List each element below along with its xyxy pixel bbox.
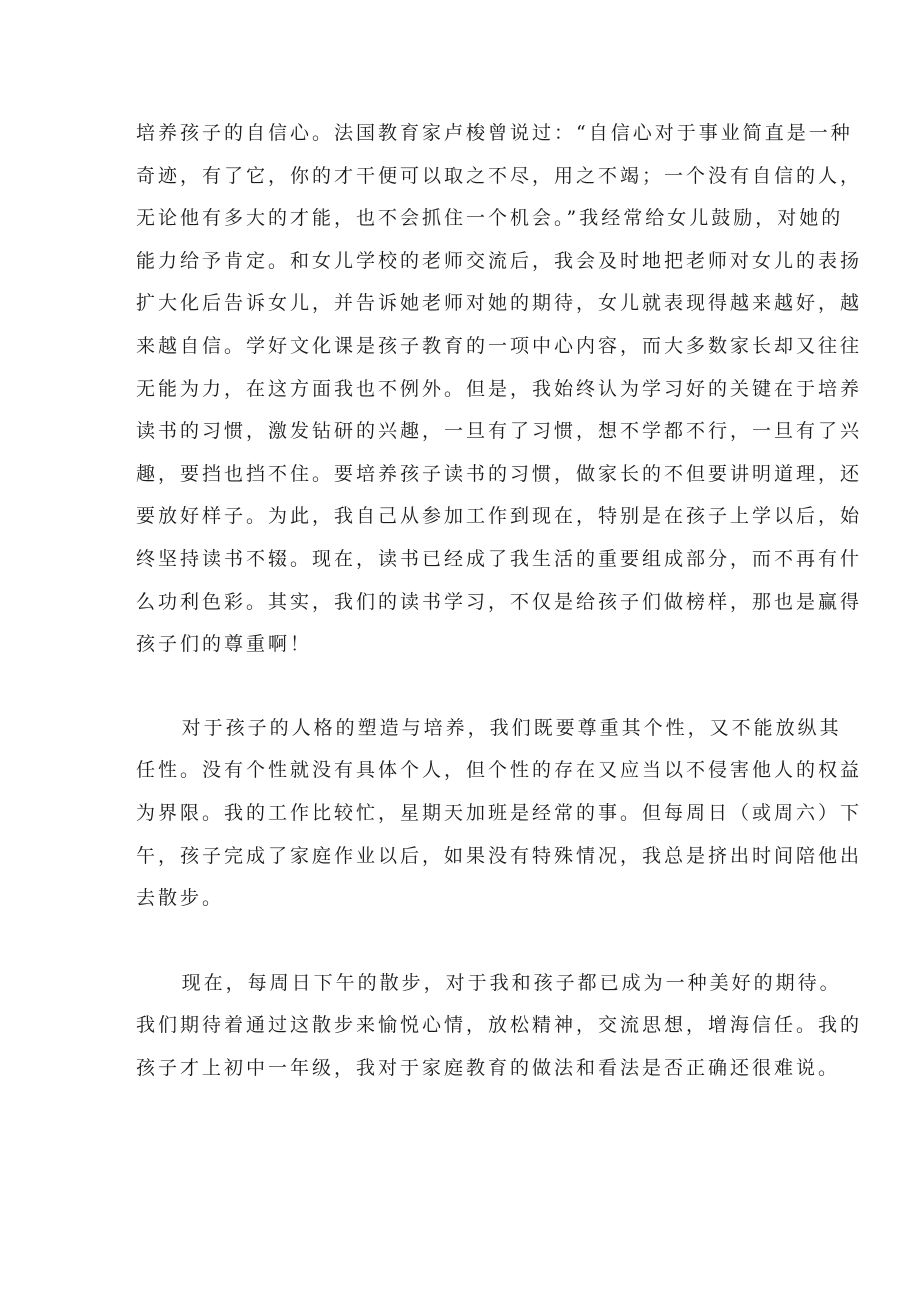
text-line: 么功利色彩。其实，我们的读书学习，不仅是给孩子们做榜样，那也是赢得 <box>136 590 863 613</box>
paragraph-2 <box>136 707 863 920</box>
paragraph-spacer <box>136 920 796 962</box>
text-line: 孩子们的尊重啊！ <box>136 633 313 656</box>
text-line: 为界限。我的工作比较忙，星期天加班是经常的事。但每周日（或周六）下 <box>136 801 863 824</box>
text-line: 要放好样子。为此，我自己从参加工作到现在，特别是在孩子上学以后，始 <box>136 505 863 528</box>
text-line: 孩子才上初中一年级，我对于家庭教育的做法和看法是否正确还很难说。 <box>136 1056 841 1079</box>
paragraph-1 <box>136 112 863 666</box>
text-line: 来越自信。学好文化课是孩子教育的一项中心内容，而大多数家长却又往往 <box>136 334 863 357</box>
text-line: 无能为力，在这方面我也不例外。但是，我始终认为学习好的关键在于培养 <box>136 377 863 400</box>
text-line: 扩大化后告诉女儿，并告诉她老师对她的期待，女儿就表现得越来越好，越 <box>136 292 863 315</box>
text-line: 午，孩子完成了家庭作业以后，如果没有特殊情况，我总是挤出时间陪他出 <box>136 844 863 867</box>
text-line: 能力给予肯定。和女儿学校的老师交流后，我会及时地把老师对女儿的表扬 <box>136 249 863 272</box>
text-line: 奇迹，有了它，你的才干便可以取之不尽，用之不竭；一个没有自信的人， <box>136 164 863 187</box>
text-line: 无论他有多大的才能，也不会抓住一个机会。”我经常给女儿鼓励，对她的 <box>136 207 844 230</box>
text-line: 终坚持读书不辍。现在，读书已经成了我生活的重要组成部分，而不再有什 <box>136 547 863 570</box>
text-line: 去散步。 <box>136 887 225 910</box>
text-line: 现在，每周日下午的散步，对于我和孩子都已成为一种美好的期待。 <box>181 971 842 994</box>
paragraph-3 <box>136 962 863 1090</box>
text-line: 任性。没有个性就没有具体个人，但个性的存在又应当以不侵害他人的权益 <box>136 759 863 782</box>
text-line: 读书的习惯，激发钻研的兴趣，一旦有了习惯，想不学都不行，一旦有了兴 <box>136 420 863 443</box>
text-line: 趣，要挡也挡不住。要培养孩子读书的习惯，做家长的不但要讲明道理，还 <box>136 462 863 485</box>
text-line: 培养孩子的自信心。法国教育家卢梭曾说过：“自信心对于事业简直是一种 <box>136 122 853 144</box>
document-body <box>136 112 863 1089</box>
paragraph-spacer <box>136 666 796 707</box>
text-line: 对于孩子的人格的塑造与培养，我们既要尊重其个性，又不能放纵其 <box>181 716 842 739</box>
text-line: 我们期待着通过这散步来愉悦心情，放松精神，交流思想，增海信任。我的 <box>136 1014 863 1037</box>
